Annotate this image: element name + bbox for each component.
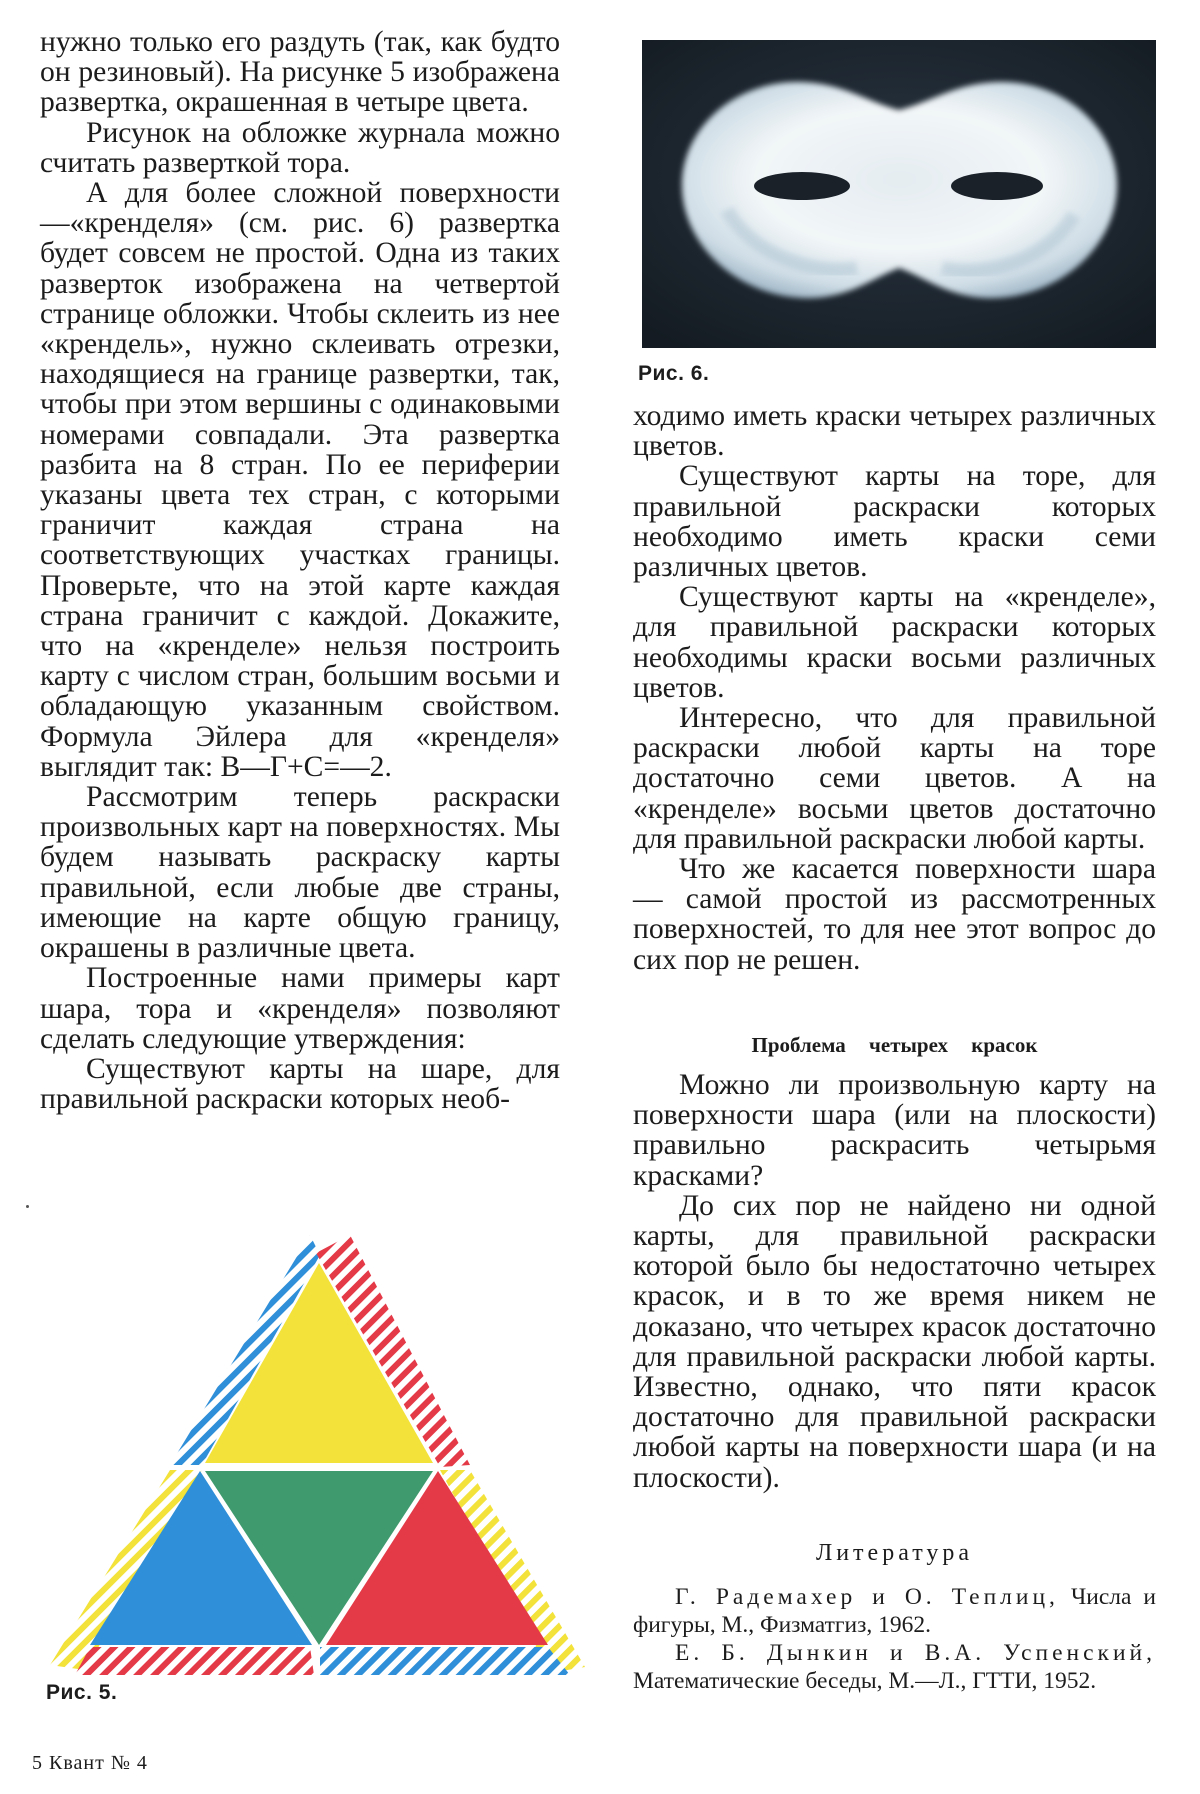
paragraph: Рассмотрим теперь раскраски произвольных карт на поверхностях. Мы будем называть раскраску карты правильной, если любые две страны, имеющие на карте общую границу, окрашены в различные цвета. — [40, 781, 560, 965]
reference-item — [633, 1583, 1156, 1639]
paragraph: Существуют карты на «кренделе», для правильной раскраски которых необходимы краски восьми различных цветов. — [633, 581, 1156, 704]
right-hole — [951, 172, 1043, 200]
paragraph: Существуют карты на торе, для правильной раскраски которых необходимо иметь краски семи различных цветов. — [633, 460, 1156, 584]
paragraph: Построенные нами примеры карт шара, тора и «кренделя» позволяют сделать следующие утверждения: — [40, 962, 560, 1055]
border-band-blue-bottom-right — [320, 1647, 570, 1675]
paragraph: Интересно, что для правильной раскраски любой карты на торе достаточно семи цветов. А на «кренделе» восьми цветов достаточно для правильной раскраски любой карты. — [633, 702, 1156, 855]
paragraph: До сих пор не найдено ни одной карты, для правильной раскраски которой было бы недостаточно четырех красок, и в то же время никем не доказано, что четырех красок достаточно для правильной раскраски любой карты. Известно, однако, что пяти красок достаточно для правильной раскраски любой карты на поверхности шара (и на плоскости). — [633, 1189, 1156, 1494]
reference-work: Математические беседы, М.—Л., ГТТИ, 1952. — [633, 1668, 1097, 1694]
paragraph: Существуют карты на шаре, для правильной раскраски которых необ- — [40, 1052, 560, 1116]
paragraph: Рисунок на обложке журнала можно считать разверткой тора. — [40, 116, 560, 179]
reference-item — [633, 1639, 1156, 1695]
left-text-column — [40, 27, 560, 1114]
figure-5-triangle-map — [30, 1235, 590, 1675]
reference-authors: Г. Радемахер и О. Теплиц, — [675, 1584, 1059, 1610]
right-text-column-bottom — [633, 1070, 1156, 1493]
double-torus-body — [682, 82, 1117, 298]
references — [633, 1583, 1156, 1695]
page-footer: 5 Квант № 4 — [32, 1752, 148, 1774]
margin-dot — [26, 1205, 29, 1208]
literature-title: Литература — [815, 1540, 974, 1566]
figure-6-caption: Рис. 6. — [638, 362, 710, 385]
paragraph: Можно ли произвольную карту на поверхности шара (или на плоскости) правильно раскрасить четырьмя красками? — [633, 1069, 1156, 1192]
paragraph: нужно только его раздуть (так, как будто он резиновый). На рисунке 5 изображена развертка, окрашенная в четыре цвета. — [40, 26, 560, 119]
section-heading: Проблема четырех красок — [751, 1033, 1038, 1057]
reference-work: Числа и фигуры, М., Физматгиз, 1962. — [633, 1584, 1157, 1638]
right-text-column-top — [633, 401, 1156, 975]
figure-6-double-torus — [642, 40, 1156, 348]
paragraph: Что же касается поверхности шара — самой простой из рассмотренных поверхностей, то для нее этот вопрос до сих пор не решен. — [633, 853, 1156, 976]
reference-authors: Е. Б. Дынкин и В.А. Успенский, — [675, 1640, 1156, 1666]
border-band-red-bottom-left — [75, 1647, 314, 1675]
figure-5-caption: Рис. 5. — [46, 1681, 118, 1704]
paragraph: А для более сложной поверхности —«кренделя» (см. рис. 6) развертка будет совсем не простой. Одна из таких разверток изображена на четвертой странице обложки. Чтобы склеить из нее «крендель», нужно склеивать отрезки, находящиеся на границе развертки, так, чтобы при этом вершины с одинаковыми номерами совпадали. Эта развертка разбита на 8 стран. По ее периферии указаны цвета тех стран, с которыми граничит каждая страна на соответствующих участках границы. Проверьте, что на этой карте каждая страна граничит с каждой. Докажите, что на «кренделе» нельзя построить карту с числом стран, большим восьми и обладающую указанным свойством. Формула Эйлера для «кренделя» выглядит так: В—Г+С=—2. — [40, 177, 560, 783]
paragraph: ходимо иметь краски четырех различных цветов. — [633, 400, 1156, 463]
left-hole — [754, 172, 850, 200]
